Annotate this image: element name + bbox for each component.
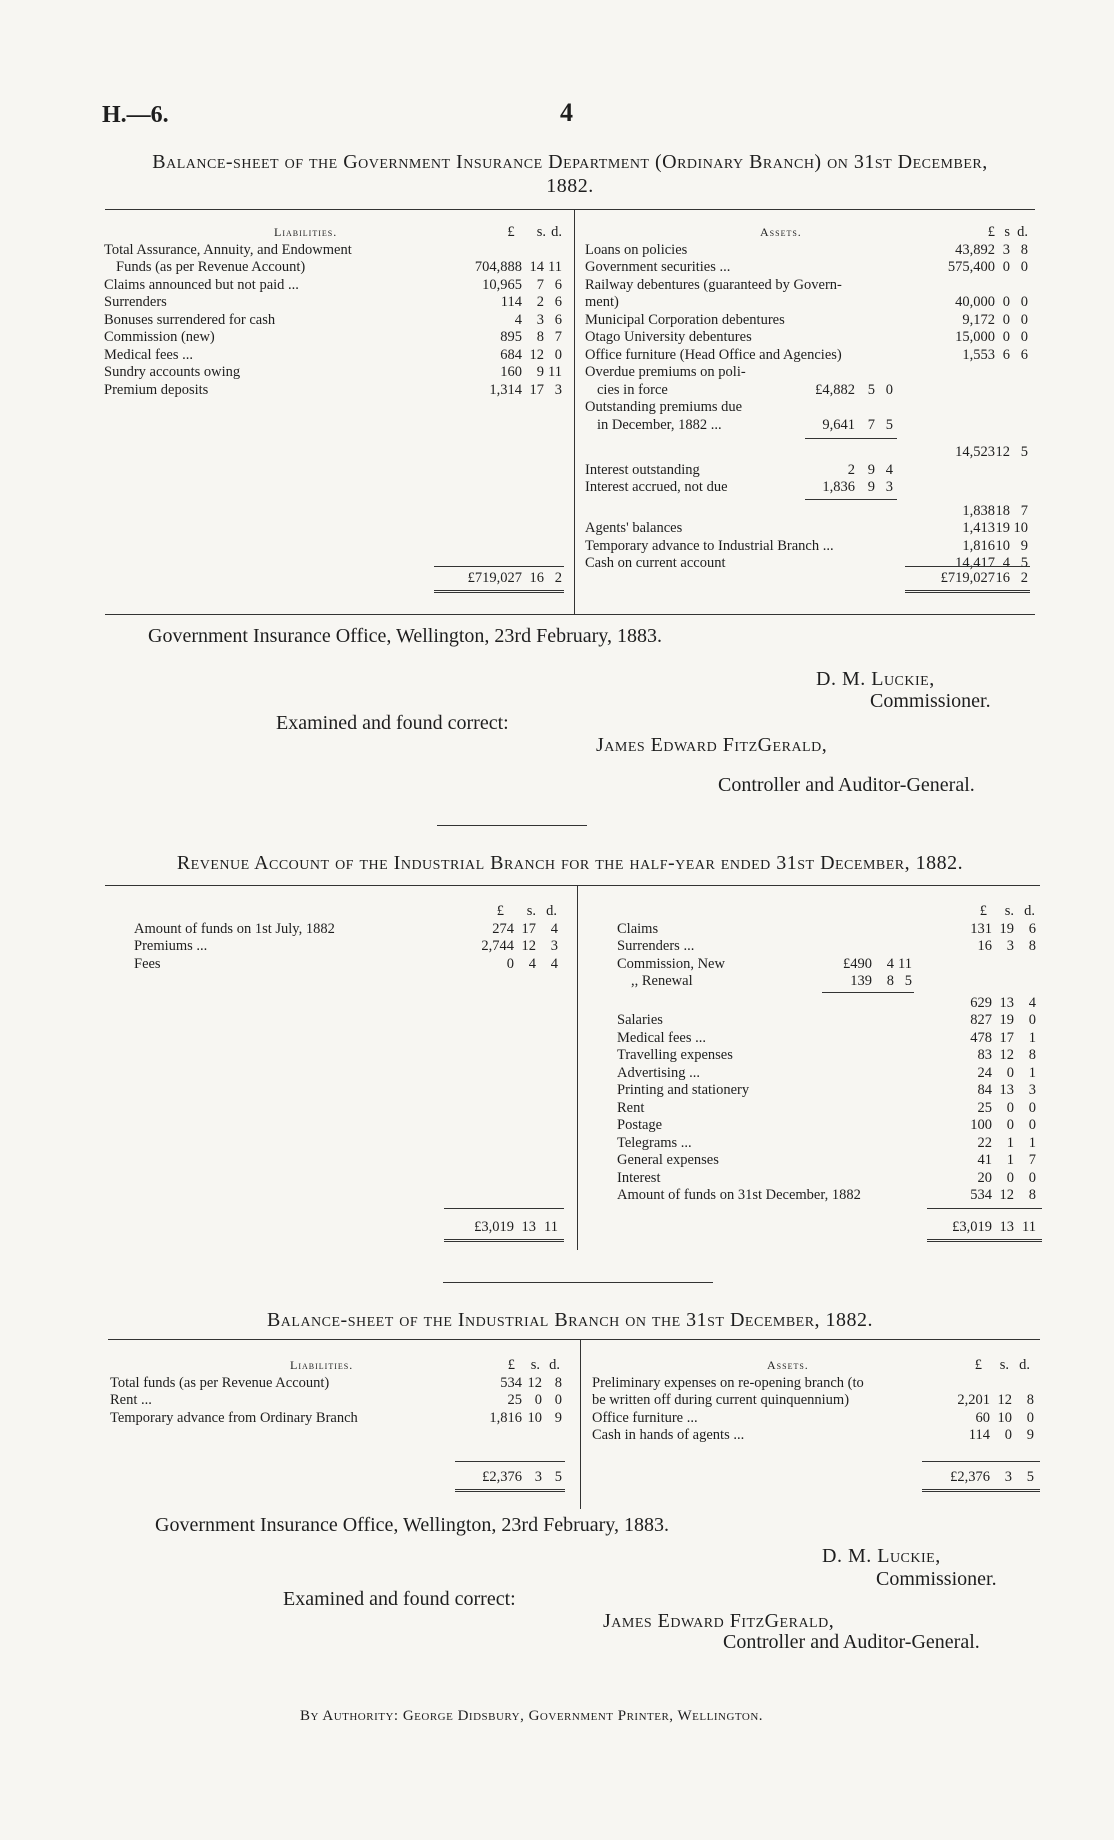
- examined-line: Examined and found correct:: [283, 1588, 516, 1610]
- revenue-title: Revenue Account of the Industrial Branch for the half-year ended 31st December, 1882.: [176, 852, 964, 874]
- auditor-name: James Edward FitzGerald,: [603, 1610, 835, 1632]
- table-row: Rent ... 25 0 0: [110, 1392, 562, 1408]
- total-row: £719,027 16 2: [467, 570, 562, 586]
- bs-industrial-assets: Assets. £ s. d. Preliminary expenses on re-opening branch (to be written off during current quinquennium) 2,201 12 8 Office furniture ... 60 10 0 Cash in hands of agents ... 114 0 9 £2,376 3 5: [592, 1357, 1042, 1445]
- total-row: £2,376 3 5: [950, 1469, 1034, 1485]
- assets-heading: Assets.: [760, 225, 802, 239]
- table-row: Agents' balances 1,413 19 10: [585, 520, 1028, 536]
- table-row: General expenses 41 1 7: [617, 1152, 1036, 1168]
- liabilities-heading: Liabilities.: [274, 225, 338, 239]
- table-row: Office furniture (Head Office and Agencies) 1,553 6 6: [585, 346, 1028, 363]
- total-row: £2,376 3 5: [482, 1469, 562, 1485]
- office-line: Government Insurance Office, Wellington, 23rd February, 1883.: [148, 625, 662, 647]
- table-row: Office furniture ... 60 10 0: [592, 1409, 1034, 1426]
- signatory-name: D. M. Luckie,: [816, 668, 935, 690]
- examined-line: Examined and found correct:: [276, 712, 509, 734]
- rule: [108, 1339, 1040, 1340]
- table-row: Medical fees ... 684 12 0: [104, 346, 562, 363]
- interest-accrued-row: Interest accrued, not due 1,836 9 3: [585, 479, 893, 495]
- table-row: Amount of funds on 31st December, 1882 534 12 8: [617, 1187, 1036, 1203]
- table-row: Rent 25 0 0: [617, 1099, 1036, 1116]
- printer-footer: By Authority: George Didsbury, Government Printer, Wellington.: [300, 1708, 764, 1724]
- table-row: Fees 0 4 4: [134, 955, 558, 972]
- table-row: Funds (as per Revenue Account) 704,888 14 11: [116, 259, 562, 275]
- table-row: Amount of funds on 1st July, 1882 274 17 4: [134, 920, 558, 937]
- table-row: Interest 20 0 0: [617, 1169, 1036, 1186]
- table-row: Total funds (as per Revenue Account) 534 12 8: [110, 1374, 562, 1391]
- column-divider: [574, 209, 575, 614]
- overdue-row: cies in force £4,882 5 0: [597, 381, 893, 398]
- table-row: Postage 100 0 0: [617, 1117, 1036, 1133]
- signatory-title: Commissioner.: [876, 1568, 997, 1590]
- commission-renewal-row: ,, Renewal 139 8 5: [631, 973, 912, 989]
- table-row: Loans on policies 43,892 3 8: [585, 241, 1028, 258]
- table-row: Bonuses surrendered for cash 4 3 6: [104, 311, 562, 328]
- table-row: ment) 40,000 0 0: [585, 294, 1028, 310]
- table-row: Temporary advance to Industrial Branch ... 1,816 10 9: [585, 537, 1028, 554]
- table-row: Temporary advance from Ordinary Branch 1,816 10 9: [110, 1409, 562, 1426]
- table-row: Municipal Corporation debentures 9,172 0 0: [585, 311, 1028, 328]
- commission-total-row: 629 13 4: [970, 994, 1036, 1011]
- table-row: Printing and stationery 84 13 3: [617, 1082, 1036, 1098]
- table-row: Premiums ... 2,744 12 3: [134, 938, 558, 954]
- bs-industrial-liabilities: Liabilities. £ s. d. Total funds (as per Revenue Account) 534 12 8 Rent ... 25 0 0 Temporary advance from Ordinary Branch 1,816 10 9 £2,376 3 5: [110, 1357, 570, 1427]
- interest-outstanding-row: Interest outstanding 2 9 4: [585, 461, 893, 478]
- bs-industrial-title: Balance-sheet of the Industrial Branch on the 31st December, 1882.: [266, 1309, 874, 1331]
- table-row: Cash on current account 14,417 4 5: [585, 555, 1028, 571]
- revenue-receipts: £ s. d. Amount of funds on 1st July, 1882 274 17 4 Premiums ... 2,744 12 3 Fees 0 4 4 £3,019 13 11: [134, 903, 564, 973]
- bs-ordinary-liabilities: Liabilities. £ s. d. Total Assurance, Annuity, and Endowment Funds (as per Revenue Account) 704,888 14 11 Claims announced but not paid ... 10,965 7 6 Surrenders 114 2 6 Bonuses surrendered for cash 4 3 6 Commission (new) 895 8 7 Medical fees ... 684 12 0 Sundry accounts owing 160 9 11 Premium deposits 1,314 17 3 £719,027 16 2: [104, 224, 564, 399]
- signatory-name: D. M. Luckie,: [822, 1545, 941, 1567]
- bs-ordinary-assets: Assets. £ s d. Loans on policies 43,892 3 8 Government securities ... 575,400 0 0 Railway debentures (guaranteed by Govern- ment) 40,000 0 0 Municipal Corporation debentures 9,172 0 0 Otago University debentures 15,000 0 0 Office furniture (Head Office and Agencies) 1,553 6 6 Overdue premiums on poli- cies in force £4,882 5 0 Outstanding premiums due in December, 1882 ... 9,641 7 5 14,523 12 5 Interest outstanding 2 9 4 Interest accrued, not due 1,836 9 3 1,838 18 7 Agents' balances 1,413 19 10 Temporary advance to Industrial Branch ... 1,816 10 9 Cash on current account 14,417 4 5 £719,027 16 2: [585, 224, 1035, 573]
- claims-row: Claims 131 19 6: [617, 920, 1036, 937]
- rule: [105, 209, 1035, 210]
- table-row: Commission (new) 895 8 7: [104, 329, 562, 345]
- table-row: be written off during current quinquennium) 2,201 12 8: [592, 1392, 1034, 1408]
- document-reference: H.—6.: [102, 102, 169, 128]
- table-row: Claims announced but not paid ... 10,965 7 6: [104, 276, 562, 293]
- table-row: Telegrams ... 22 1 1: [617, 1134, 1036, 1151]
- table-row: Cash in hands of agents ... 114 0 9: [592, 1427, 1034, 1443]
- table-row: Salaries 827 19 0: [617, 1012, 1036, 1028]
- bs-ordinary-title: Balance-sheet of the Government Insurance Department (Ordinary Branch) on 31st December, 1882.: [152, 151, 988, 197]
- interest-total-row: 1,838 18 7: [962, 502, 1028, 519]
- separator: [437, 825, 587, 826]
- premiums-total-row: 14,523 12 5: [955, 444, 1028, 460]
- table-row: Government securities ... 575,400 0 0: [585, 259, 1028, 275]
- table-row: Railway debentures (guaranteed by Govern-: [585, 276, 842, 293]
- column-divider: [580, 1339, 581, 1509]
- table-row: Advertising ... 24 0 1: [617, 1064, 1036, 1081]
- auditor-title: Controller and Auditor-General.: [723, 1631, 980, 1653]
- rule: [105, 885, 1040, 886]
- table-row: Sundry accounts owing 160 9 11: [104, 364, 562, 380]
- total-row: £3,019 13 11: [952, 1219, 1036, 1235]
- auditor-title: Controller and Auditor-General.: [718, 774, 975, 796]
- surrenders-row: Surrenders ... 16 3 8: [617, 938, 1036, 954]
- table-row: Premium deposits 1,314 17 3: [104, 381, 562, 398]
- table-row: Medical fees ... 478 17 1: [617, 1029, 1036, 1046]
- table-row: Surrenders 114 2 6: [104, 294, 562, 310]
- office-line: Government Insurance Office, Wellington, 23rd February, 1883.: [155, 1514, 669, 1536]
- commission-new-row: Commission, New £490 4 11: [617, 955, 912, 972]
- separator: [443, 1282, 713, 1283]
- rule: [105, 614, 1035, 615]
- table-row: Travelling expenses 83 12 8: [617, 1047, 1036, 1063]
- signatory-title: Commissioner.: [870, 690, 991, 712]
- column-divider: [577, 885, 578, 1250]
- total-row: £719,027 16 2: [940, 570, 1028, 586]
- table-row: Otago University debentures 15,000 0 0: [585, 329, 1028, 345]
- outstanding-row: in December, 1882 ... 9,641 7 5: [597, 416, 893, 433]
- page-number: 4: [560, 98, 573, 127]
- total-row: £3,019 13 11: [474, 1219, 558, 1235]
- auditor-name: James Edward FitzGerald,: [596, 734, 828, 756]
- revenue-payments: £ s. d. Claims 131 19 6 Surrenders ... 16 3 8 Commission, New £490 4 11 ,, Renewal 139 8 5 629 13 4 Salaries 827 19 0 Medical fees ... 478 17 1 Travelling expenses 83 12 8 Advertising ... 24 0 1 Printing and stationery 84 13 3 Rent 25 0 0 Postage 100 0 0 Telegrams ... 22 1 1 General expenses 41 1 7 Interest 20 0 0 Amount of funds on 31st December, 1882 534 12 8 £3,019 13 11: [617, 903, 1042, 1205]
